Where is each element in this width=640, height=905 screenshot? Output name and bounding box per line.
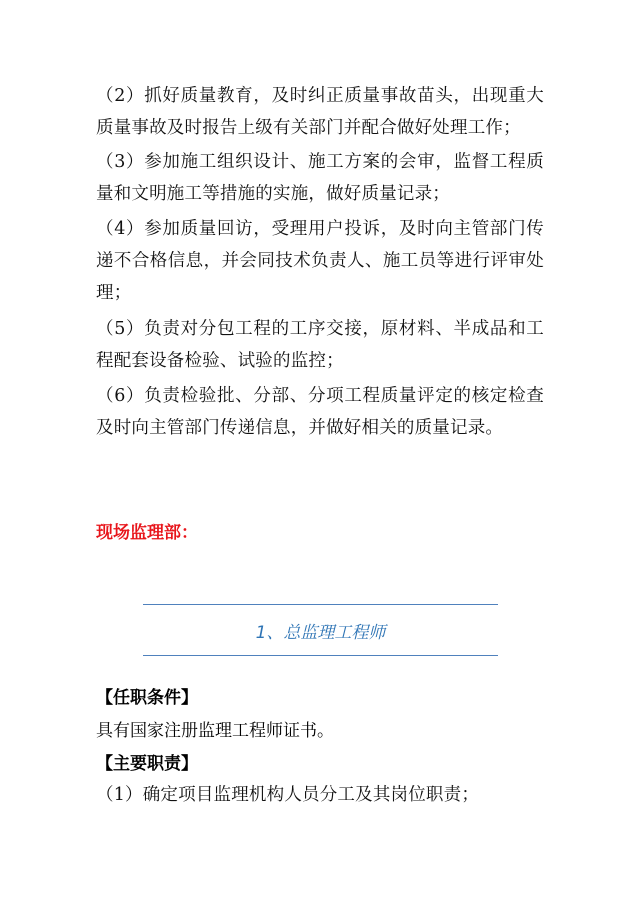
qualification-heading: 【任职条件】	[96, 688, 198, 708]
duty-item-3: （3）参加施工组织设计、施工方案的会审，监督工程质量和文明施工等措施的实施，做好质量记录；	[96, 152, 544, 204]
role-title: 1、总监理工程师	[255, 623, 386, 643]
duty-item-4: （4）参加质量回访，受理用户投诉，及时向主管部门传递不合格信息，并会同技术负责人、施工员等进行评审处理；	[96, 219, 544, 303]
duty-item-5: （5）负责对分包工程的工序交接，原材料、半成品和工程配套设备检验、试验的监控；	[96, 319, 544, 371]
title-rule-bottom	[143, 655, 498, 656]
duty-item-2: （2）抓好质量教育，及时纠正质量事故苗头，出现重大质量事故及时报告上级有关部门并配合做好处理工作；	[96, 86, 544, 138]
section-title: 现场监理部：	[96, 523, 198, 543]
responsibility-item-1: （1）确定项目监理机构人员分工及其岗位职责；	[96, 785, 480, 805]
title-rule-top	[143, 604, 498, 605]
responsibilities-heading: 【主要职责】	[96, 754, 198, 774]
duty-item-6: （6）负责检验批、分部、分项工程质量评定的核定检查及时向主管部门传递信息，并做好相关的质量记录。	[96, 386, 544, 438]
qualification-text: 具有国家注册监理工程师证书。	[96, 721, 334, 741]
